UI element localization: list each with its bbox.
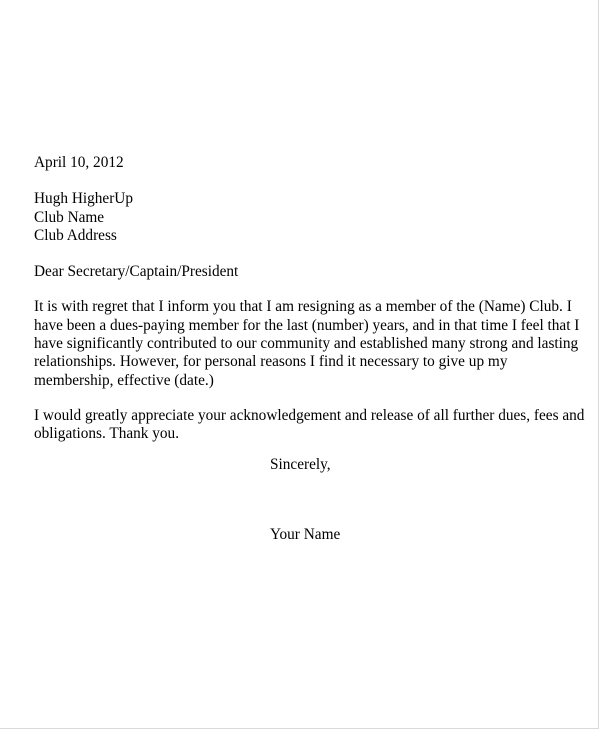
paragraph-line: relationships. However, for personal reasons I find it necessary to give up my <box>34 353 508 371</box>
recipient-club-address: Club Address <box>34 226 117 244</box>
closing: Sincerely, <box>270 456 331 473</box>
recipient-club-name: Club Name <box>34 208 105 226</box>
letter-body <box>34 154 594 543</box>
paragraph-acknowledgement <box>34 407 594 444</box>
signature-name: Your Name <box>270 526 341 543</box>
salutation: Dear Secretary/Captain/President <box>34 263 239 281</box>
recipient-name: Hugh HigherUp <box>34 190 133 208</box>
paragraph-line: obligations. Thank you. <box>34 425 180 443</box>
recipient-address <box>34 190 594 245</box>
letter-date: April 10, 2012 <box>34 154 124 171</box>
paragraph-line: I would greatly appreciate your acknowledgement and release of all further dues, fees and <box>34 406 585 424</box>
paragraph-line: have significantly contributed to our community and established many strong and lasting <box>34 335 579 353</box>
paragraph-line: It is with regret that I inform you that I am resigning as a member of the (Name) Club. I <box>34 298 572 316</box>
paragraph-line: membership, effective (date.) <box>34 371 214 389</box>
paragraph-resignation <box>34 298 594 389</box>
paragraph-line: have been a dues-paying member for the last (number) years, and in that time I feel that I <box>34 316 580 334</box>
